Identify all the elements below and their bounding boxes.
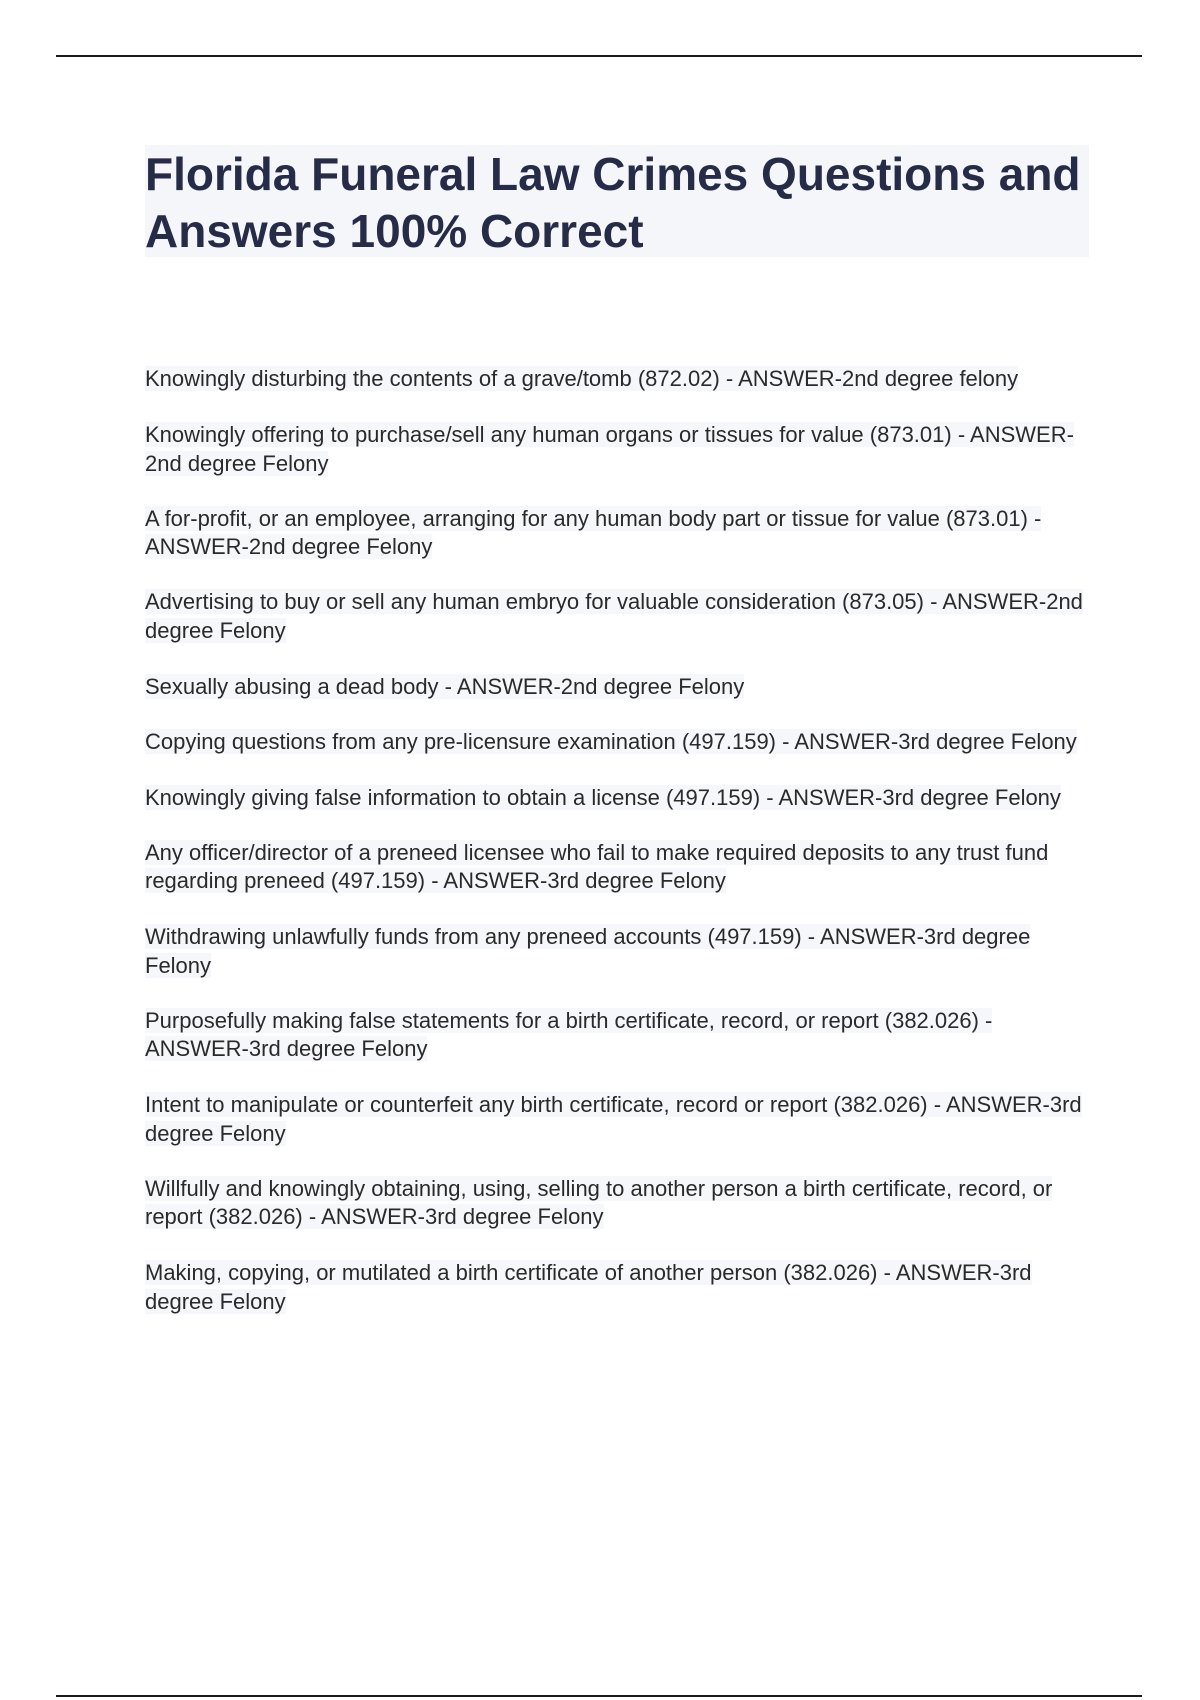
qa-item [145, 923, 1095, 980]
qa-item [145, 839, 1095, 896]
qa-item [145, 365, 1095, 394]
qa-item [145, 1175, 1095, 1232]
page-title: Florida Funeral Law Crimes Questions and Answers 100% Correct [145, 148, 1081, 257]
qa-item [145, 505, 1095, 562]
qa-item-text: Willfully and knowingly obtaining, using, selling to another person a birth certificate, record, or report (382.026) - ANSWER-3rd degree Felony [145, 1175, 1053, 1229]
qa-item-text: Advertising to buy or sell any human embryo for valuable consideration (873.05) - ANSWER-2nd degree Felony [145, 589, 1083, 643]
qa-item-text: Purposefully making false statements for a birth certificate, record, or report (382.026) - ANSWER-3rd degree Felony [145, 1007, 993, 1061]
qa-item [145, 673, 1095, 702]
qa-item-text: Knowingly offering to purchase/sell any human organs or tissues for value (873.01) - ANSWER-2nd degree Felony [145, 422, 1074, 476]
qa-item-text: Making, copying, or mutilated a birth certificate of another person (382.026) - ANSWER-3rd degree Felony [145, 1260, 1032, 1314]
qa-item-text: Intent to manipulate or counterfeit any birth certificate, record or report (382.026) - ANSWER-3rd degree Felony [145, 1092, 1082, 1146]
qa-item [145, 728, 1095, 757]
qa-item-text: Sexually abusing a dead body - ANSWER-2nd degree Felony [145, 673, 745, 699]
qa-list [145, 365, 1095, 1343]
bottom-divider [56, 1695, 1142, 1697]
qa-item [145, 784, 1095, 813]
qa-item [145, 1259, 1095, 1316]
qa-item-text: Knowingly disturbing the contents of a grave/tomb (872.02) - ANSWER-2nd degree felony [145, 366, 1019, 391]
top-divider [56, 55, 1142, 57]
qa-item-text: A for-profit, or an employee, arranging for any human body part or tissue for value (873.01) - ANSWER-2nd degree Felony [145, 505, 1042, 559]
qa-item [145, 421, 1095, 478]
qa-item [145, 588, 1095, 645]
qa-item-text: Knowingly giving false information to obtain a license (497.159) - ANSWER-3rd degree Felony [145, 784, 1061, 810]
qa-item [145, 1091, 1095, 1148]
qa-item-text: Withdrawing unlawfully funds from any preneed accounts (497.159) - ANSWER-3rd degree Felony [145, 924, 1031, 978]
qa-item-text: Any officer/director of a preneed licensee who fail to make required deposits to any trust fund regarding preneed (497.159) - ANSWER-3rd degree Felony [145, 839, 1049, 893]
qa-item [145, 1007, 1095, 1064]
qa-item-text: Copying questions from any pre-licensure examination (497.159) - ANSWER-3rd degree Felony [145, 728, 1077, 754]
